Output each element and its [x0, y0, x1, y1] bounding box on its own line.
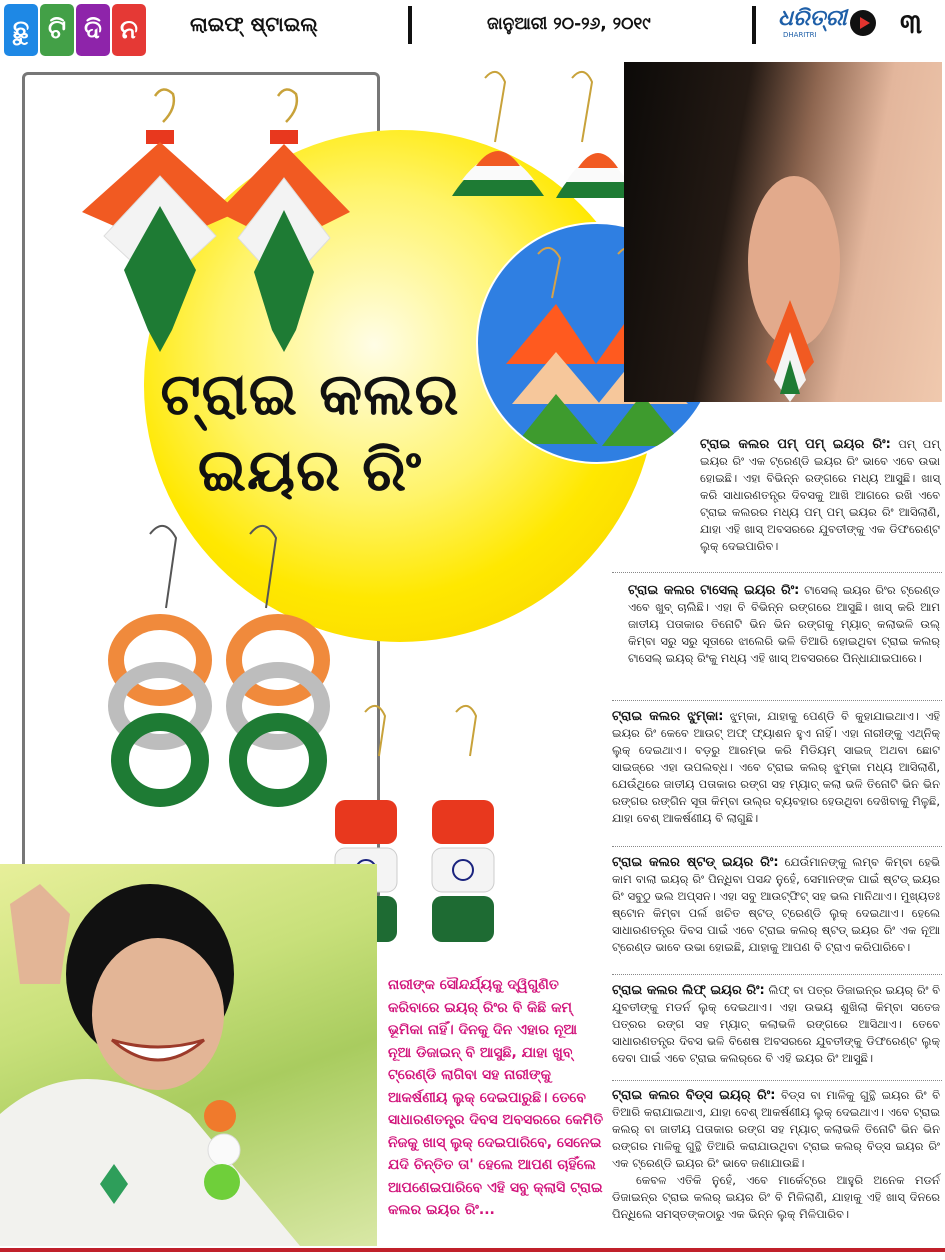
- section-body: ଯେଉଁମାନଙ୍କୁ ଲମ୍ବ କିମ୍ବା ହେଭି କାମ ବାଲା ଇୟର୍ ରିଂ ପିନ୍ଧିବା ପସନ୍ଦ ନୁହେଁ, ସେମାନଙ୍କ ପାଇଁ ଷ୍ଟଡ୍ ଇୟର ରିଂ ସବୁଠୁ ଭଲ ଅପ୍ସନ। ଏହା ସବୁ ଆଉଟ୍‌ଫିଟ୍ ସହ ଭଲ ମାନିଥାଏ। ମୁଖ୍ୟତଃ ଷ୍ଟୋନ କିମ୍ବା ପର୍ଲ ଖଚିତ ଷ୍ଟଡ୍ ଟ୍ରେଣ୍ଡି ଲୁକ୍ ଦେଇଥାଏ। ହେଲେ ସାଧାରଣତନ୍ତ୍ର ଦିବସ ପାଇଁ ଏବେ ଟ୍ରାଇ କଲର୍ ଷ୍ଟଡ୍ ଇୟର ରିଂ ଏକ ନୂଆ ଟ୍ରେଣ୍ଡ ଭାବେ ଉଭା ହୋଇଛି, ଯାହାକୁ ଆପଣ ବି ଟ୍ରାଏ କରିପାରିବେ।: [612, 855, 940, 954]
- article-section: [612, 982, 940, 1067]
- article-section: [612, 1087, 940, 1223]
- section-heading: ଟ୍ରାଇ କଲର ବିଡ୍ସ ଇୟର୍ ରିଂ:: [612, 1088, 776, 1103]
- section-body: ଝୁମ୍କା, ଯାହାକୁ ପେଣ୍ଡି ବି କୁହାଯାଇଥାଏ। ଏହି ଇୟର ରିଂ କେବେ ଆଉଟ୍ ଅଫ୍ ଫ୍ୟାଶନ ହୁଏ ନାହିଁ। ଏହା ନାରୀଙ୍କୁ ଏଥ୍ନିକ୍ ଲୁକ୍ ଦେଇଥାଏ। ବଡ଼ରୁ ଆରମ୍ଭ କରି ମିଡିୟମ୍ ସାଇଜ୍ ଅଥବା ଛୋଟ ସାଇଜ୍‌ରେ ଏହା ଉପଲବ୍ଧ। ଏବେ ଟ୍ରାଇ କଲର୍ ଝୁମ୍କା ମଧ୍ୟ ଆସିଲାଣି, ଯେଉଁଥିରେ ଜାତୀୟ ପତାକାର ରଙ୍ଗ ସହ ମ୍ୟାଚ୍ କଲା ଭଳି ତିନୋଟି ଭିନ ଭିନ ରଙ୍ଗର ରଙ୍ଗିନ ସୂତା କିମ୍ବା ଉଲ୍‌ର ବ୍ୟବହାର ହେଉଥିବା ଦେଖିବାକୁ ମିଳୁଛି, ଯାହା ବେଶ୍ ଆକର୍ଷଣୀୟ ବି ଲାଗୁଛି।: [612, 709, 941, 825]
- page-number: ୩: [900, 7, 923, 40]
- section-body: ବିଡ୍ସ ବା ମାଳିକୁ ଗୁନ୍ଥି ଇୟର ରିଂ ବି ତିଆରି କରାଯାଇଥାଏ, ଯାହା ବେଶ୍ ଆକର୍ଷଣୀୟ ଲୁକ୍ ଦେଇଥାଏ। ଏବେ ଟ୍ରାଇ କଲର୍ ବା ଜାତୀୟ ପତାକାର ରଙ୍ଗ ସହ ମ୍ୟାଚ୍ କଲାଭଳି ତିନୋଟି ଭିନ ଭିନ ରଙ୍ଗର ମାଳିକୁ ଗୁନ୍ଥି ତିଆରି କରାଯାଉଥିବା ଟ୍ରାଇ କଲର୍ ବିଡ୍ସ ଇୟର ରିଂ ଏକ ଟ୍ରେଣ୍ଡି ଇୟର ରିଂ ଭାବେ ଜଣାଯାଉଛି।: [612, 1088, 940, 1170]
- leaf-earring-image-right: [218, 89, 350, 352]
- section-title: ଲାଇଫ୍ ଷ୍ଟାଇଲ୍: [190, 12, 318, 36]
- article-section: [628, 582, 940, 667]
- article-section: [612, 708, 940, 827]
- section-body: ଲିଫ୍ ବା ପତ୍ର ଡିଜାଇନ୍‌ର ଇୟର୍ ରିଂ ବି ଯୁବତୀଙ୍କୁ ମଡର୍ନ ଲୁକ୍ ଦେଇଥାଏ। ଏହା ଉଭୟ ଶୁଖିଲା କିମ୍ବା ସତେଜ ପତ୍ରର ରଙ୍ଗ ସହ ମ୍ୟାଚ୍ କଲାଭଳି ରଙ୍ଗରେ ଆସିଥାଏ। ତେବେ ସାଧାରଣତନ୍ତ୍ର ଦିବସ ଭଳି ବିଶେଷ ଅବସରରେ ଯୁବତୀଙ୍କୁ ଡିଫରେଣ୍ଟ ଲୁକ୍ ଦେବା ପାଇଁ ଏବେ ଟ୍ରାଇ କଲର୍‌ରେ ବି ଏହି ଇୟର ରିଂ ଆସୁଛି।: [612, 983, 940, 1065]
- section-divider: [612, 1080, 942, 1081]
- intro-paragraph: ନାରୀଙ୍କ ସୌନ୍ଦର୍ଯ୍ୟକୁ ଦ୍ୱିଗୁଣିତ କରିବାରେ ଇୟର୍ ରିଂର ବି କିଛି କମ୍ ଭୂମିକା ନାହିଁ। ଦିନକୁ ଦିନ ଏହାର ନୂଆ ନୂଆ ଡିଜାଇନ୍ ବି ଆସୁଛି, ଯାହା ଖୁବ୍ ଟ୍ରେଣ୍ଡି ଲାଗିବା ସହ ନାରୀଙ୍କୁ ଆକର୍ଷଣୀୟ ଲୁକ୍ ଦେଇପାରୁଛି। ତେବେ ସାଧାରଣତନ୍ତ୍ର ଦିବସ ଅବସରରେ କେମିତି ନିଜକୁ ଖାସ୍ ଲୁକ୍ ଦେଇପାରିବେ, ସେନେଇ ଯଦି ଚିନ୍ତିତ ତା' ହେଲେ ଆପଣ ଚାହିଁଲେ ଆପଣେଇପାରିବେ ଏହି ସବୁ କ୍ଲାସି ଟ୍ରାଇ କଲର ଇୟର ରିଂ...: [388, 977, 604, 1218]
- logo-letter-3: ଦି: [76, 4, 110, 56]
- section-heading: ଟ୍ରାଇ କଲର ପମ୍ ପମ୍ ଇୟର ରିଂ:: [700, 437, 891, 452]
- headline-line-1: ଟ୍ରାଇ କଲର: [160, 360, 460, 428]
- section-divider: [612, 846, 942, 847]
- article-section: [700, 436, 940, 555]
- bottom-rule: [0, 1248, 945, 1252]
- issue-date: ଜାନୁଆରୀ ୨୦-୨୬, ୨୦୧୯: [487, 14, 651, 34]
- section-body: ପମ୍ ପମ୍ ଇୟର ରିଂ ଏକ ଟ୍ରେଣ୍ଡି ଇୟର ରିଂ ଭାବେ ଏବେ ଉଭା ହୋଇଛି। ଏହା ବିଭିନ୍ନ ରଙ୍ଗରେ ମଧ୍ୟ ଆସୁଛି। ଖାସ୍ କରି ସାଧାରଣତନ୍ତ୍ର ଦିବସକୁ ଆଖି ଆଗରେ ରଖି ଏବେ ଟ୍ରାଇ କଲରର ମଧ୍ୟ ପମ୍ ପମ୍ ଇୟର ରିଂ ଆସିଲାଣି, ଯାହା ଏହି ଖାସ୍ ଅବସରରେ ଯୁବତୀଙ୍କୁ ଏକ ଡିଫରେଣ୍ଟ ଲୁକ୍ ଦେଇପାରିବ।: [700, 437, 940, 553]
- section-divider: [612, 974, 942, 975]
- section-divider: [612, 572, 942, 573]
- section-heading: ଟ୍ରାଇ କଲର ଝୁମ୍କା:: [612, 709, 724, 724]
- section-divider: [612, 700, 942, 701]
- model-photo: [0, 864, 377, 1246]
- section-body-paragraph-2: କେବଳ ଏତିକି ନୁହେଁ, ଏବେ ମାର୍କେଟ୍‌ରେ ଆହୁରି ଅନେକ ମଡର୍ନ ଡିଜାଇନ୍‌ର ଟ୍ରାଇ କଲର୍ ଇୟର ରିଂ ବି ମିଳିଲାଣି, ଯାହାକୁ ଏହି ଖାସ୍ ଦିନରେ ପିନ୍ଧିଲେ ସମସ୍ତଙ୍କଠାରୁ ଏକ ଭିନ୍ନ ଲୁକ୍ ମିଳିପାରିବ।: [612, 1173, 940, 1221]
- logo-letter-4: ନ: [112, 4, 146, 56]
- brand-logo: ଧରିତ୍ରୀ: [778, 6, 847, 31]
- section-heading: ଟ୍ରାଇ କଲର ଷ୍ଟଡ୍ ଇୟର ରିଂ:: [612, 855, 779, 870]
- leaf-earring-image-left: [82, 89, 238, 352]
- logo-letter-1: ଛୁ: [4, 4, 38, 56]
- ear-model-photo: [624, 62, 942, 402]
- section-body: ଟାସେଲ୍ ଇୟର ରିଂର ଟ୍ରେଣ୍ଡ ଏବେ ଖୁବ୍ ଚାଲିଛି। ଏହା ବି ବିଭିନ୍ନ ରଙ୍ଗରେ ଆସୁଛି। ଖାସ୍ କରି ଆମ ଜାତୀୟ ପତାକାର ତିନୋଟି ଭିନ ଭିନ ରଙ୍ଗକୁ ମ୍ୟାଚ୍ କଲାଭଳି ଉଲ୍ କିମ୍ବା ସରୁ ସରୁ ସୂତାରେ ଝାଲେରି ଭଳି ତିଆରି ହୋଇଥିବା ଟ୍ରାଇ କଲର୍ ଟାସେଲ୍ ଇୟର୍ ରିଂକୁ ମଧ୍ୟ ଏହି ଖାସ୍ ଅବସରରେ ପିନ୍ଧାଯାଇପାରେ।: [628, 583, 940, 665]
- ring-earring-image: [116, 526, 322, 798]
- section-heading: ଟ୍ରାଇ କଲର ଟାସେଲ୍ ଇୟର ରିଂ:: [628, 583, 800, 598]
- jhumka-earring-image: [452, 72, 638, 198]
- brand-logo-subtext: DHARITRI: [783, 31, 817, 39]
- article-section: [612, 854, 940, 956]
- headline-line-2: ଇୟର ରିଂ: [197, 436, 423, 504]
- section-heading: ଟ୍ରାଇ କଲର ଲିଫ୍ ଇୟର ରିଂ:: [612, 983, 765, 998]
- headline: [100, 356, 520, 508]
- logo-letter-2: ଟି: [40, 4, 74, 56]
